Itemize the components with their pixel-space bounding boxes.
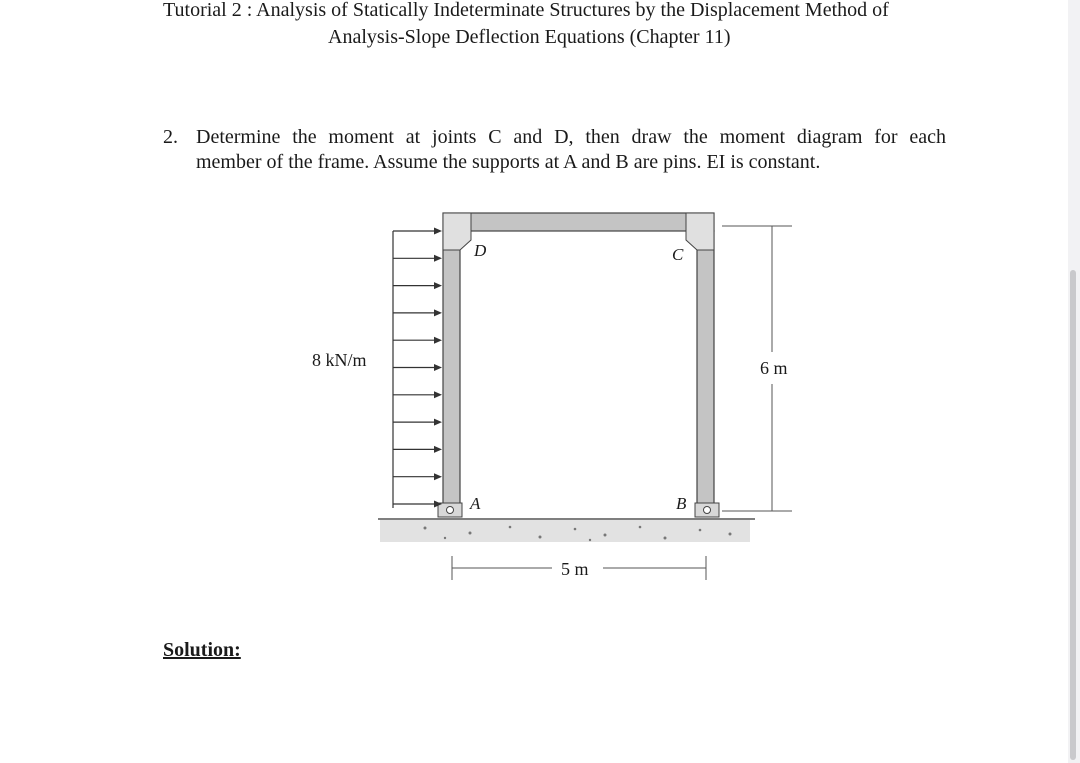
span-dimension-label: 5 m: [561, 559, 589, 579]
support-b-pin: [695, 503, 719, 517]
column-ad: [443, 231, 460, 506]
joint-c-block: [686, 213, 714, 250]
question-text-line2: member of the frame. Assume the supports at A and B are pins. EI is constant.: [196, 151, 821, 173]
load-arrow-head: [434, 337, 442, 344]
load-arrow-head: [434, 419, 442, 426]
load-arrow-head: [434, 282, 442, 289]
support-a-pin: [438, 503, 462, 517]
column-bc: [697, 231, 714, 506]
beam-dc: [443, 213, 714, 231]
height-dimension-label: 6 m: [760, 358, 788, 378]
load-intensity-label: 8 kN/m: [312, 350, 367, 370]
question-text-line1: Determine the moment at joints C and D, then draw the moment diagram for each: [196, 126, 946, 148]
support-a-label: A: [470, 494, 481, 513]
load-arrow-head: [434, 364, 442, 371]
joint-d-label: D: [474, 241, 487, 260]
load-arrow-head: [434, 391, 442, 398]
joint-c-label: C: [672, 245, 684, 264]
tutorial-subtitle: Analysis-Slope Deflection Equations (Chapter 11): [328, 26, 731, 48]
solution-heading: Solution:: [163, 639, 241, 661]
load-arrow-head: [434, 228, 442, 235]
support-b-label: B: [676, 494, 687, 513]
question-number: 2.: [163, 126, 178, 148]
load-arrow-head: [434, 446, 442, 453]
load-arrow-head: [434, 473, 442, 480]
vertical-scrollbar[interactable]: [1070, 270, 1076, 760]
load-arrows: [393, 228, 442, 508]
load-arrow-head: [434, 309, 442, 316]
joint-d-block: [443, 213, 471, 250]
ground-fill: [380, 520, 750, 542]
load-arrow-head: [434, 255, 442, 262]
tutorial-title: Tutorial 2 : Analysis of Statically Indeterminate Structures by the Displacement Method of: [163, 0, 889, 21]
